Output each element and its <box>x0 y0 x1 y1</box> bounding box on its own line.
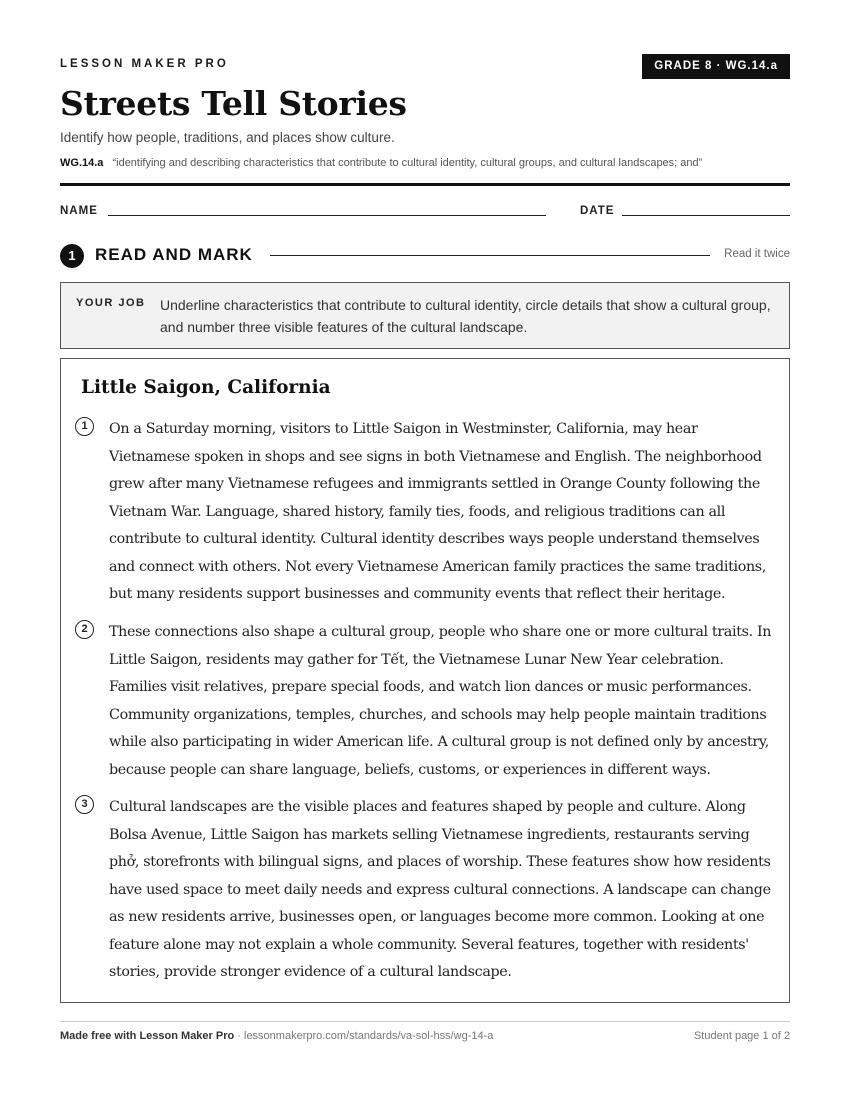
footer-credit-text: Made free with Lesson Maker Pro <box>60 1030 235 1042</box>
paragraph-number-badge: 2 <box>75 620 94 639</box>
worksheet-page <box>60 0 790 1100</box>
page-subtitle: Identify how people, traditions, and places show culture. <box>60 130 395 145</box>
name-field[interactable] <box>108 215 546 216</box>
section-note: Read it twice <box>724 248 790 260</box>
reading-passage <box>60 358 790 1003</box>
section-number-badge: 1 <box>60 244 84 268</box>
page-title: Streets Tell Stories <box>60 84 407 123</box>
passage-paragraph-2 <box>75 619 775 784</box>
name-label: NAME <box>60 205 98 217</box>
date-field[interactable] <box>622 215 790 216</box>
page-number: Student page 1 of 2 <box>693 1030 790 1042</box>
passage-title: Little Saigon, California <box>81 377 331 398</box>
footer-divider <box>60 1021 790 1022</box>
standard-line <box>60 157 702 169</box>
section-divider <box>270 255 710 256</box>
footer-url[interactable]: · lessonmakerpro.com/standards/va-sol-hss/wg-14-a <box>234 1030 494 1042</box>
instructions-text: Underline characteristics that contribute to cultural identity, circle details that show a cultural group, and number three visible features of the cultural landscape. <box>160 297 771 335</box>
footer-credit <box>60 1030 493 1042</box>
instructions-box <box>60 282 790 349</box>
paragraph-number-badge: 3 <box>75 795 94 814</box>
paragraph-number-badge: 1 <box>75 417 94 436</box>
instructions-label: YOUR JOB <box>76 297 146 309</box>
passage-paragraph-3 <box>75 794 775 987</box>
brand-name: LESSON MAKER PRO <box>60 58 229 70</box>
header-divider <box>60 183 790 186</box>
date-label: DATE <box>580 205 615 217</box>
standard-text: “identifying and describing characteristics that contribute to cultural identity, cultural groups, and cultural landscapes; and” <box>112 157 703 169</box>
paragraph-text: On a Saturday morning, visitors to Little Saigon in Westminster, California, may hear Vietnamese spoken in shops and see signs in both Vietnamese and English. The neighborhood grew after many Vietnamese refugees and immigrants settled in Orange County following the Vietnam War. Language, shared history, family ties, foods, and religious traditions can all contribute to cultural identity. Cultural identity describes ways people understand themselves and connect with others. Not every Vietnamese American family practices the same traditions, but many residents support businesses and community events that reflect their heritage. <box>109 421 766 602</box>
grade-badge: GRADE 8 · WG.14.a <box>642 54 790 79</box>
section-title: READ AND MARK <box>95 245 253 264</box>
standard-code: WG.14.a <box>60 157 104 169</box>
paragraph-text: These connections also shape a cultural group, people who share one or more cultural traits. In Little Saigon, residents may gather for Tết, the Vietnamese Lunar New Year celebration. Families visit relatives, prepare special foods, and watch lion dances or music performances. Community organizations, temples, churches, and schools may help people maintain traditions while also participating in wider American life. A cultural group is not defined only by ancestry, because people can share language, beliefs, customs, or experiences in different ways. <box>109 624 772 778</box>
passage-paragraph-1 <box>75 416 775 609</box>
paragraph-text: Cultural landscapes are the visible places and features shaped by people and culture. Along Bolsa Avenue, Little Saigon has markets selling Vietnamese ingredients, restaurants serving phở, storefronts with bilingual signs, and places of worship. These features show how residents have used space to meet daily needs and express cultural connections. A landscape can change as new residents arrive, businesses open, or languages become more common. Looking at one feature alone may not explain a whole community. Several features, together with residents' stories, provide stronger evidence of a cultural landscape. <box>109 799 771 980</box>
